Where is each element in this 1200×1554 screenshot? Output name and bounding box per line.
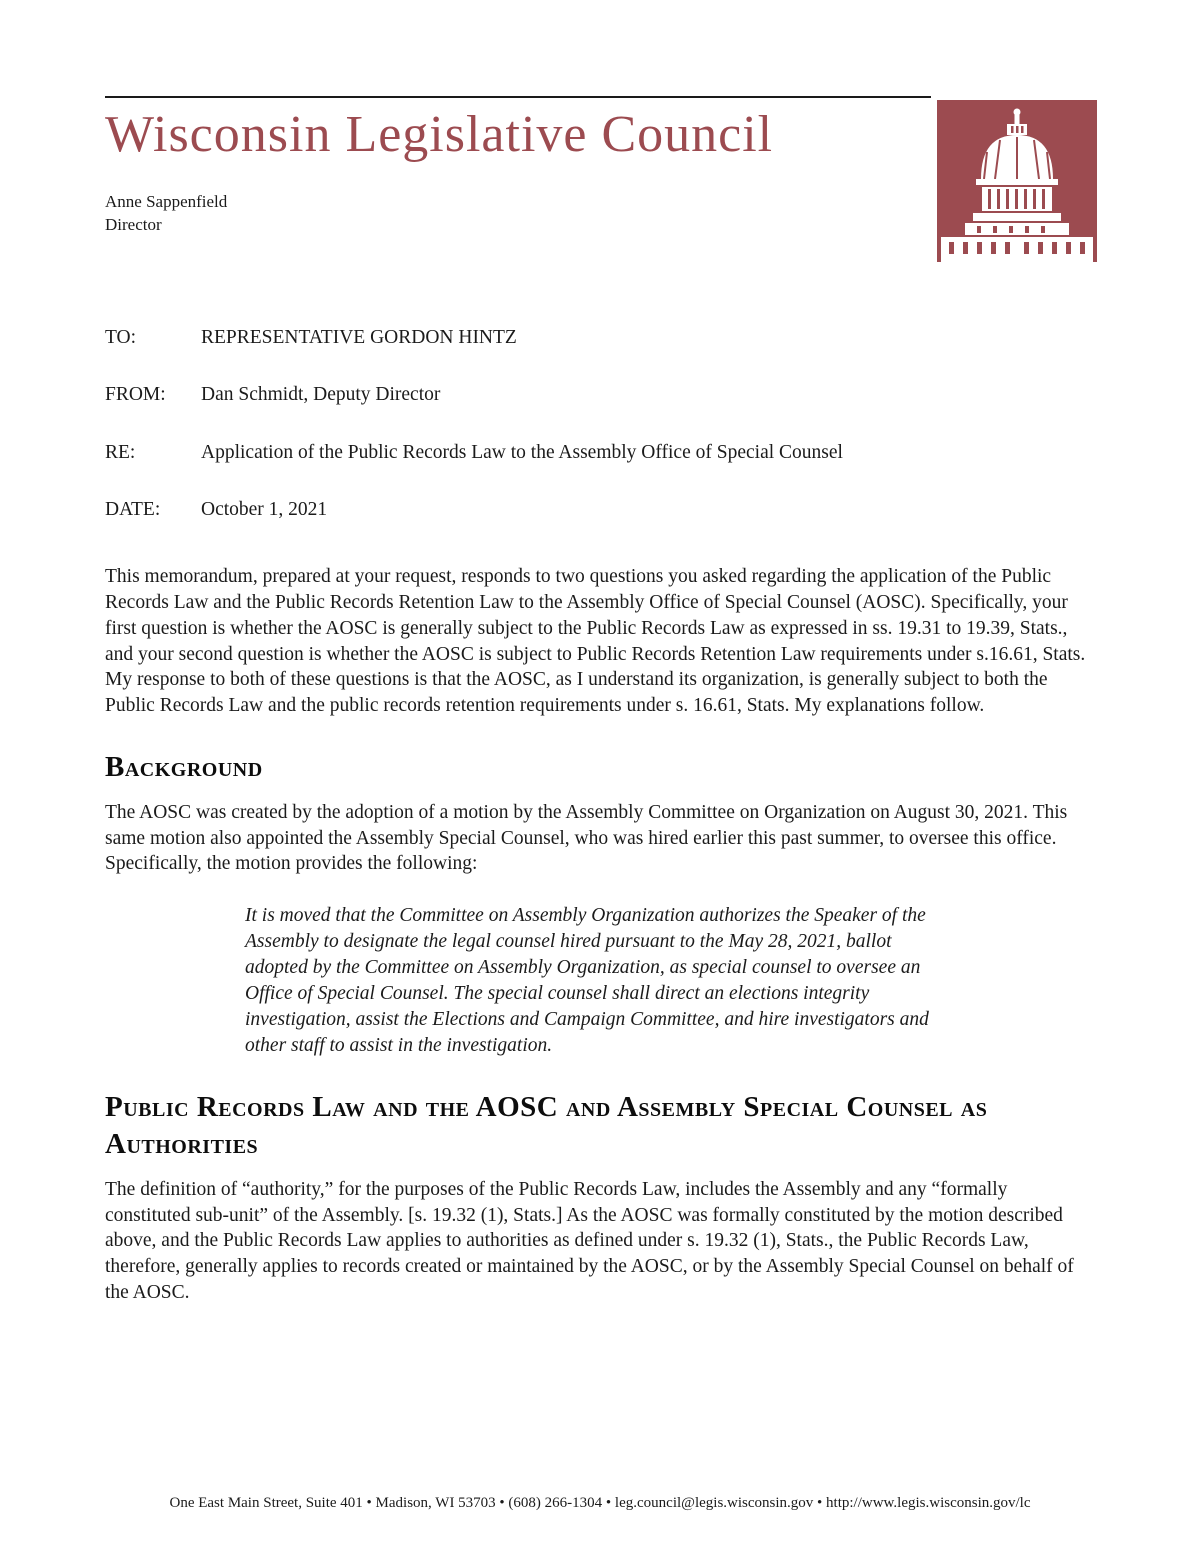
memo-row-re [105,440,1095,465]
memo-value-date: October 1, 2021 [201,499,328,521]
director-name: Anne Sappenfield [105,192,228,212]
footer-contact-line: One East Main Street, Suite 401 • Madison, WI 53703 • (608) 266-1304 • leg.council@legis.wisconsin.gov • http://www.legis.wisconsin.gov/lc [169,1495,1031,1511]
memo-body [105,564,1095,1305]
public-records-heading: Public Records Law and the AOSC and Assembly Special Counsel as Authorities [105,1090,988,1160]
memo-row-from [105,382,1095,407]
memo-label-re: RE: [105,441,136,463]
memo-label-to: TO: [105,327,137,349]
public-records-paragraph: The definition of “authority,” for the purposes of the Public Records Law, includes the Assembly and any “formally constituted sub-unit” of the Assembly. [s. 19.32 (1), Stats.] As the AOSC was formally constituted by the motion described above, and the Public Records Law applies to authorities as defined under s. 19.32 (1), Stats., the Public Records Law, therefore, generally applies to records created or maintained by the AOSC, or by the Assembly Special Counsel on behalf of the AOSC. [105,1178,1074,1303]
motion-quote: It is moved that the Committee on Assembly Organization authorizes the Speaker of the Assembly to designate the legal counsel hired pursuant to the May 28, 2021, ballot adopted by the Committee on Assembly Organization, as special counsel to oversee an Office of Special Counsel. The special counsel shall direct an elections integrity investigation, assist the Elections and Campaign Committee, and hire investigators and other staff to assist in the investigation. [245,905,929,1056]
capitol-dome-icon [937,100,1097,262]
page-title: Wisconsin Legislative Council [105,106,774,163]
memo-label-from: FROM: [105,384,166,406]
memo-value-to: REPRESENTATIVE GORDON HINTZ [201,327,517,349]
background-paragraph: The AOSC was created by the adoption of a motion by the Assembly Committee on Organization on August 30, 2021. This same motion also appointed the Assembly Special Counsel, who was hired earlier this past summer, to oversee this office. Specifically, the motion provides the following: [105,801,1068,875]
memo-row-date [105,497,1095,522]
background-heading: Background [105,750,263,783]
memo-value-from: Dan Schmidt, Deputy Director [201,384,441,406]
director-title: Director [105,215,162,235]
memo-value-re: Application of the Public Records Law to the Assembly Office of Special Counsel [201,441,843,463]
memo-fields [105,325,1095,522]
header-rule [105,96,931,98]
memo-row-to [105,325,1095,350]
memo-label-date: DATE: [105,499,161,521]
intro-paragraph: This memorandum, prepared at your request, responds to two questions you asked regarding the application of the Public Records Law and the Public Records Retention Law to the Assembly Office of Special Counsel (AOSC). Specifically, your first question is whether the AOSC is generally subject to the Public Records Law as expressed in ss. 19.31 to 19.39, Stats., and your second question is whether the AOSC is subject to Public Records Retention Law requirements under s.16.61, Stats. My response to both of these questions is that the AOSC, as I understand its organization, is generally subject to both the Public Records Law and the public records retention requirements under s. 16.61, Stats. My explanations follow. [105,566,1086,717]
page-footer [0,1495,1200,1512]
